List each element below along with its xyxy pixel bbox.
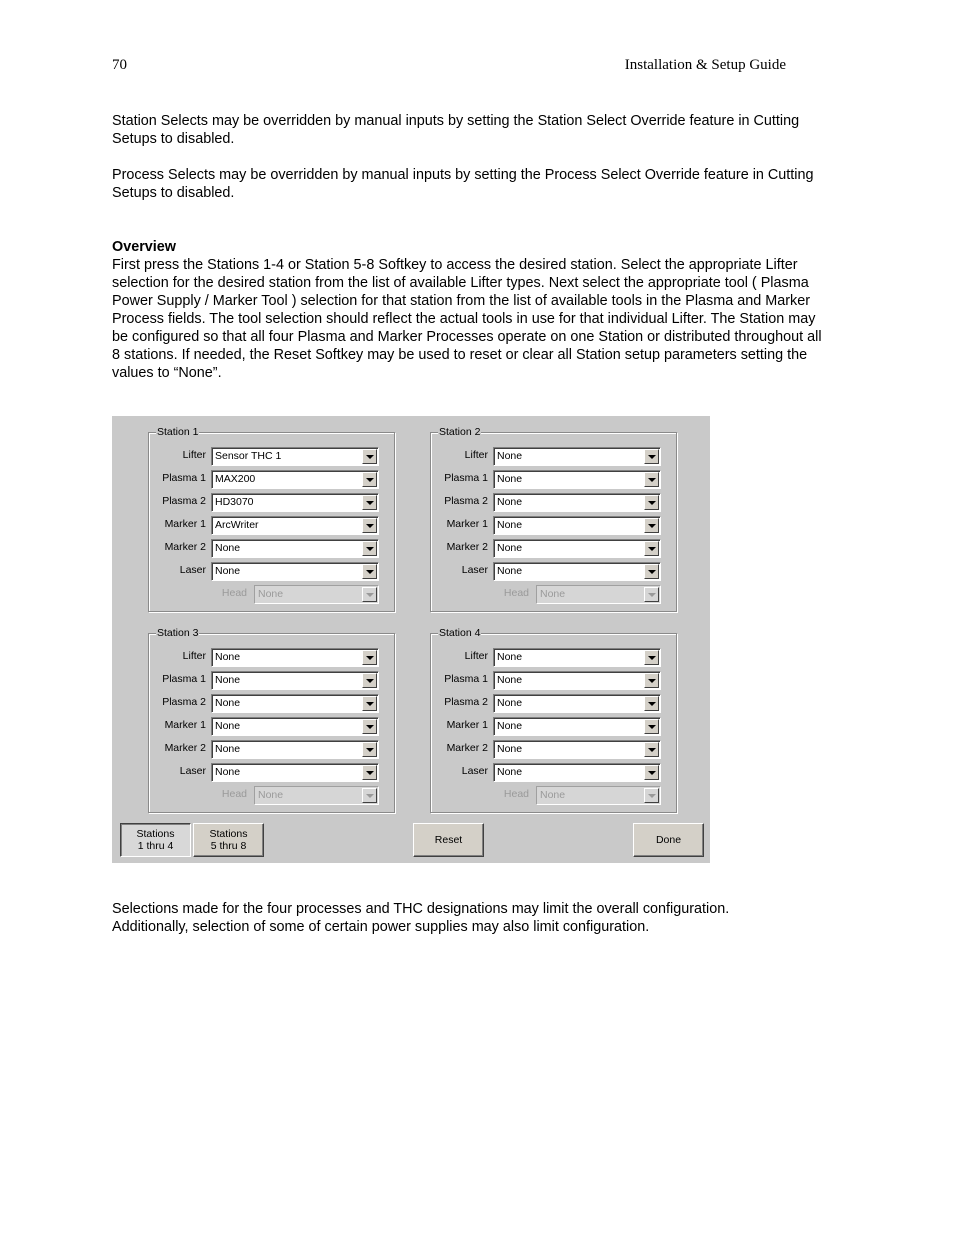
marker2-label: Marker 2 <box>164 541 206 553</box>
button-label-line1: Stations <box>136 828 175 840</box>
plasma2-label: Plasma 2 <box>162 696 206 708</box>
plasma1-row <box>431 470 676 488</box>
button-label-line2: 5 thru 8 <box>210 840 247 852</box>
chevron-down-icon[interactable] <box>362 673 377 688</box>
selected-value: None <box>215 743 241 755</box>
paragraph-station-selects: Station Selects may be overridden by manual inputs by setting the Station Select Override feature in Cutting Setups to disabled. <box>112 113 800 147</box>
page-header-title: Installation & Setup Guide <box>624 57 786 73</box>
marker1-row <box>149 717 394 735</box>
plasma2-row <box>149 694 394 712</box>
station-4-plasma2-select[interactable] <box>493 694 661 713</box>
chevron-down-icon[interactable] <box>644 495 659 510</box>
chevron-down-icon[interactable] <box>362 564 377 579</box>
chevron-down-icon[interactable] <box>644 650 659 665</box>
done-label: Done <box>655 834 682 846</box>
laser-row <box>431 562 676 580</box>
lifter-label: Lifter <box>182 449 206 461</box>
selected-value: None <box>215 766 241 778</box>
marker1-row <box>149 516 394 534</box>
head-label: Head <box>221 587 247 599</box>
head-row <box>149 585 394 603</box>
laser-label: Laser <box>179 765 206 777</box>
station-4-marker1-select[interactable] <box>493 717 661 736</box>
marker2-row <box>431 740 676 758</box>
selected-value: None <box>215 542 241 554</box>
overview-heading: Overview <box>112 239 176 255</box>
station-4-lifter-select[interactable] <box>493 648 661 667</box>
selected-value: None <box>497 496 523 508</box>
station-3-marker2-select[interactable] <box>211 740 379 759</box>
plasma2-label: Plasma 2 <box>162 495 206 507</box>
button-label-line2: 1 thru 4 <box>137 840 174 852</box>
station-3-plasma2-select[interactable] <box>211 694 379 713</box>
station-4-laser-select[interactable] <box>493 763 661 782</box>
marker2-label: Marker 2 <box>164 742 206 754</box>
station-1-laser-select[interactable] <box>211 562 379 581</box>
plasma2-row <box>431 493 676 511</box>
station-1-plasma2-select[interactable] <box>211 493 379 512</box>
selected-value: None <box>215 720 241 732</box>
chevron-down-icon <box>362 587 377 602</box>
page-number: 70 <box>112 57 127 73</box>
station-4-title: Station 4 <box>439 627 481 639</box>
selected-value: None <box>258 789 284 801</box>
chevron-down-icon[interactable] <box>644 719 659 734</box>
marker2-row <box>431 539 676 557</box>
stations-5-8-button[interactable] <box>193 823 264 857</box>
marker1-label: Marker 1 <box>446 518 488 530</box>
selected-value: None <box>215 651 241 663</box>
head-row <box>431 585 676 603</box>
chevron-down-icon[interactable] <box>362 449 377 464</box>
station-2-laser-select[interactable] <box>493 562 661 581</box>
laser-label: Laser <box>461 765 488 777</box>
station-3-marker1-select[interactable] <box>211 717 379 736</box>
station-1-lifter-select[interactable] <box>211 447 379 466</box>
selected-value: None <box>497 766 523 778</box>
selected-value: HD3070 <box>215 496 254 508</box>
station-1-head-select <box>254 585 379 604</box>
selected-value: None <box>215 697 241 709</box>
plasma2-label: Plasma 2 <box>444 495 488 507</box>
selected-value: None <box>215 565 241 577</box>
head-label: Head <box>503 788 529 800</box>
chevron-down-icon[interactable] <box>644 742 659 757</box>
station-2-head-select <box>536 585 661 604</box>
station-4-head-select <box>536 786 661 805</box>
plasma2-row <box>149 493 394 511</box>
station-1-plasma1-select[interactable] <box>211 470 379 489</box>
chevron-down-icon[interactable] <box>362 719 377 734</box>
plasma1-label: Plasma 1 <box>444 673 488 685</box>
marker1-label: Marker 1 <box>164 719 206 731</box>
station-3-lifter-select[interactable] <box>211 648 379 667</box>
plasma1-row <box>149 671 394 689</box>
lifter-row <box>149 447 394 465</box>
marker2-label: Marker 2 <box>446 541 488 553</box>
chevron-down-icon[interactable] <box>644 472 659 487</box>
closing-paragraph: Selections made for the four processes and THC designations may limit the overall configuration. Additionally, selection of some of certain power supplies may also limit configuration. <box>112 901 730 935</box>
station-setup-dialog <box>112 416 710 863</box>
plasma1-row <box>149 470 394 488</box>
reset-label: Reset <box>434 834 463 846</box>
laser-row <box>431 763 676 781</box>
button-label-line1: Stations <box>209 828 248 840</box>
selected-value: None <box>215 674 241 686</box>
chevron-down-icon[interactable] <box>362 650 377 665</box>
reset-button[interactable] <box>413 823 484 857</box>
station-3-head-select <box>254 786 379 805</box>
stations-1-4-button[interactable] <box>120 823 191 857</box>
laser-label: Laser <box>179 564 206 576</box>
chevron-down-icon[interactable] <box>644 765 659 780</box>
chevron-down-icon[interactable] <box>644 673 659 688</box>
station-2-group <box>430 426 677 612</box>
chevron-down-icon[interactable] <box>362 495 377 510</box>
lifter-row <box>431 447 676 465</box>
station-4-marker2-select[interactable] <box>493 740 661 759</box>
done-button[interactable] <box>633 823 704 857</box>
selected-value: None <box>497 651 523 663</box>
selected-value: None <box>258 588 284 600</box>
head-label: Head <box>221 788 247 800</box>
chevron-down-icon[interactable] <box>644 564 659 579</box>
station-2-title: Station 2 <box>439 426 481 438</box>
station-2-marker2-select[interactable] <box>493 539 661 558</box>
station-3-title: Station 3 <box>157 627 199 639</box>
selected-value: None <box>497 674 523 686</box>
station-1-group <box>148 426 395 612</box>
overview-body: First press the Stations 1-4 or Station 5-8 Softkey to access the desired station. Select the appropriate Lifter selection for the desired station from the list of available Lifter types. Next select the appropriate tool ( Plasma Power Supply / Marker Tool ) selection for that station from the list of available tools in the Plasma and Marker Process fields. The tool selection should reflect the actual tools in use for that individual Lifter. The Station may be configured so that all four Plasma and Marker Processes operate on one Station or distributed throughout all 8 stations. If needed, the Reset Softkey may be used to reset or clear all Station setup parameters setting the values to “None”. <box>112 257 822 381</box>
selected-value: None <box>497 565 523 577</box>
plasma2-row <box>431 694 676 712</box>
chevron-down-icon[interactable] <box>644 696 659 711</box>
station-2-plasma1-select[interactable] <box>493 470 661 489</box>
chevron-down-icon[interactable] <box>644 541 659 556</box>
laser-label: Laser <box>461 564 488 576</box>
chevron-down-icon[interactable] <box>644 518 659 533</box>
marker1-row <box>431 717 676 735</box>
plasma1-label: Plasma 1 <box>162 673 206 685</box>
chevron-down-icon <box>644 587 659 602</box>
chevron-down-icon[interactable] <box>362 472 377 487</box>
marker1-row <box>431 516 676 534</box>
station-1-marker1-select[interactable] <box>211 516 379 535</box>
selected-value: None <box>540 789 566 801</box>
marker1-label: Marker 1 <box>446 719 488 731</box>
plasma1-label: Plasma 1 <box>444 472 488 484</box>
station-3-group <box>148 627 395 813</box>
selected-value: Sensor THC 1 <box>215 450 282 462</box>
station-3-laser-select[interactable] <box>211 763 379 782</box>
selected-value: MAX200 <box>215 473 256 485</box>
selected-value: ArcWriter <box>215 519 259 531</box>
selected-value: None <box>497 450 523 462</box>
station-1-title: Station 1 <box>157 426 199 438</box>
station-4-group <box>430 627 677 813</box>
chevron-down-icon[interactable] <box>362 696 377 711</box>
chevron-down-icon <box>644 788 659 803</box>
lifter-label: Lifter <box>464 650 488 662</box>
chevron-down-icon[interactable] <box>362 765 377 780</box>
chevron-down-icon[interactable] <box>362 518 377 533</box>
head-row <box>431 786 676 804</box>
selected-value: None <box>497 473 523 485</box>
head-label: Head <box>503 587 529 599</box>
station-2-plasma2-select[interactable] <box>493 493 661 512</box>
selected-value: None <box>540 588 566 600</box>
plasma2-label: Plasma 2 <box>444 696 488 708</box>
lifter-label: Lifter <box>464 449 488 461</box>
marker1-label: Marker 1 <box>164 518 206 530</box>
paragraph-process-selects: Process Selects may be overridden by manual inputs by setting the Process Select Override feature in Cutting Setups to disabled. <box>112 167 814 201</box>
chevron-down-icon[interactable] <box>362 541 377 556</box>
lifter-row <box>149 648 394 666</box>
selected-value: None <box>497 743 523 755</box>
lifter-row <box>431 648 676 666</box>
station-4-plasma1-select[interactable] <box>493 671 661 690</box>
marker2-label: Marker 2 <box>446 742 488 754</box>
lifter-label: Lifter <box>182 650 206 662</box>
plasma1-row <box>431 671 676 689</box>
chevron-down-icon[interactable] <box>362 742 377 757</box>
marker2-row <box>149 539 394 557</box>
marker2-row <box>149 740 394 758</box>
selected-value: None <box>497 542 523 554</box>
laser-row <box>149 763 394 781</box>
chevron-down-icon <box>362 788 377 803</box>
station-2-lifter-select[interactable] <box>493 447 661 466</box>
laser-row <box>149 562 394 580</box>
station-3-plasma1-select[interactable] <box>211 671 379 690</box>
selected-value: None <box>497 697 523 709</box>
head-row <box>149 786 394 804</box>
station-2-marker1-select[interactable] <box>493 516 661 535</box>
chevron-down-icon[interactable] <box>644 449 659 464</box>
selected-value: None <box>497 720 523 732</box>
station-1-marker2-select[interactable] <box>211 539 379 558</box>
selected-value: None <box>497 519 523 531</box>
plasma1-label: Plasma 1 <box>162 472 206 484</box>
